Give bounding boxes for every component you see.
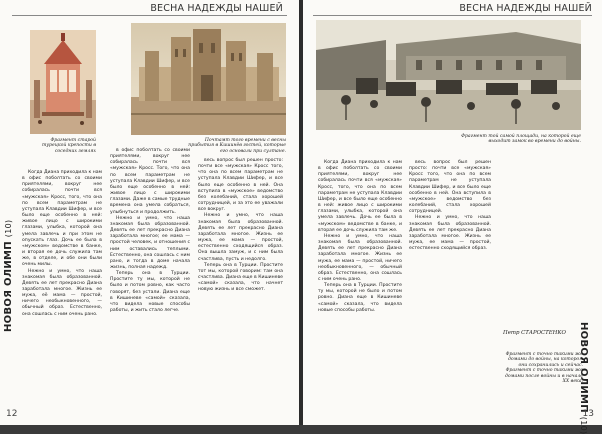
market-caption: Фрагмент той самой площади, на которой еще выходит замок во времени до войны. — [461, 134, 581, 145]
fortress-caption: Почтамт того времени с весны прибытия в Кишинёв гостей, которые его основали при султане. — [188, 138, 286, 154]
page-number: 12 — [6, 409, 18, 419]
paragraph: в офис поболтать со своими приятелями, вокруг нее собиралась почти вся «мужская» Кросс. Того, что она по всем параметрам не уступала Клавдии Шифер, и все было еще особенно в ней: живое лицо с широкими глазами. Даже в самые трудные времена она умела собраться, улыбнуться и продолжить. — [110, 148, 190, 215]
paragraph: весь вопрос был решен просто: почти все «мужская» Кросс того, что она по всем параметрам не уступала Клавдии Шифер, и все было еще особенно в ней. Она вступила в «мужское» ведомство без колебаний, стала хорошей сотрудницей, и за это ее уважали все вокруг. — [198, 158, 283, 213]
paragraph: Теперь она в Турции. Простите ту мы, которой не было и потом ровно, как часто говорят, без устали. Диана еще в Кишиневе «самой» сказала, что видела новые способы работы, и жить стало легче. — [110, 271, 190, 314]
text-column-2 — [409, 160, 491, 412]
text-column-3 — [198, 158, 283, 412]
right-page — [303, 0, 602, 434]
issue-number: (10) — [579, 416, 588, 434]
magazine-name — [3, 220, 14, 332]
left-page — [0, 0, 299, 425]
header-rule — [12, 15, 287, 16]
paragraph: Нежно и умно, что наша знакомая была образованной. Девять ее лет прекрасно Диана заработала многое; ее мама — простой человек, и отношения с ним оставались теплыми. Естественно, она сошлась с ним рано, и тогда в доме начала жизнь, полная надежд. — [110, 215, 190, 270]
paragraph: Когда Диана приходила к нам в офис поболтать со своими приятелями, вокруг нее собиралась почти вся «мужская» Кросс, того, что она по всем параметрам не уступала Клавдии Шифер, и все было еще особенно в ней: живое лицо с широкими глазами, улыбка, которой она умела завлечь. Дочь ее была в «мужском» ведомстве в банке, и вторая ее дочь служила там же. — [318, 160, 402, 233]
paragraph: Теперь она в Турции. Простите тот мы, которой говорим: там она счастлива. Диана еще в Кишиневе «самой» сказала, что начнет новую жизнь и все сможет. — [198, 262, 283, 293]
author-signature: Петр СТАРОСТЕНКО — [503, 330, 566, 336]
kiosk-caption: Фрагмент старой турецкой крепости в соседних землях — [42, 138, 96, 154]
page-number: 13 — [582, 409, 594, 419]
side-caption: Фрагмент с точно такими же домами до войны, на котором они сохранились и сейчас. Фрагмент с точно такими же домами после войны и в начале XX века. — [504, 352, 583, 385]
paragraph: весь вопрос был решен просто: почти все «мужская» Кросс того, что она по всем параметрам не уступала Клавдии Шифер, и все было еще особенно в ней. Она вступила в «мужское» ведомство без колебаний, стала хорошей сотрудницей. — [409, 160, 491, 215]
paragraph: Нежно и умно, что наша знакомая была образованной. Девять ее лет прекрасно Диана заработала многое. Жизнь ее мужа, ее мама — простой, ничего необыкновенного, — обычный образ. Естественно, она сошлась с ним очень рано. — [318, 233, 402, 282]
header-rule — [313, 15, 592, 16]
market-illustration — [316, 20, 581, 130]
kiosk-illustration — [30, 30, 96, 134]
fortress-photo — [131, 23, 286, 135]
magazine-title: НОВОЯ ОЛИМП — [578, 322, 589, 413]
magazine-title: НОВОЯ ОЛИМП — [3, 241, 14, 332]
paragraph: Нежно и умно, что наша знакомая была образованной. Девять ее лет прекрасно Диана заработала многое. Жизнь ее мужа, её мама — простой, ничего необыкновенного, — обычный образ. Естественно, она сошлась с ним очень рано. — [22, 268, 102, 317]
issue-number: (10) — [4, 219, 13, 238]
running-header: ВЕСНА НАДЕЖДЫ НАШЕЙ — [150, 3, 283, 14]
text-column-1 — [22, 170, 102, 402]
paragraph: Нежно и умно, что наша знакомая была образованной. Девять ее лет прекрасно Диана заработала многое. Жизнь ее мужа, ее мама — простой, естественно сходящийся образ. — [409, 215, 491, 252]
paragraph: Теперь она в Турции. Простите ту мы, которой не было и потом ровно. Диана еще в Кишиневе «самой» сказала, что видела новые способы работы. — [318, 283, 402, 313]
running-header: ВЕСНА НАДЕЖДЫ НАШЕЙ — [459, 3, 592, 14]
fortress-illustration — [131, 23, 286, 135]
market-photo — [316, 20, 581, 130]
kiosk-photo — [30, 30, 96, 134]
text-column-2 — [110, 148, 190, 412]
paragraph: Когда Диана приходила к нам в офис поболтать со своими приятелями, вокруг нее собиралась почти вся «мужская» Кросс, того, что она по всем параметрам не уступала Клавдии Шифер, и все было еще особенно в ней: живое лицо с широкими глазами, улыбка, которой она умела завлечь и при этом не опускать глаз. Дочь ее была в «мужском» ведомстве в банке, и вторая ее дочь служила там же, в отделе, и обе они были очень милы. — [22, 170, 102, 268]
paragraph: Нежно и умно, что наша знакомая была образованной. Девять ее лет прекрасно Диана заработала многое. Жизнь ее мужа, ее мама — простой, естественно сходящийся образ. Она вышла замуж, и с ним была счастлива, пусть и недолго. — [198, 213, 283, 262]
text-column-1 — [318, 160, 402, 412]
